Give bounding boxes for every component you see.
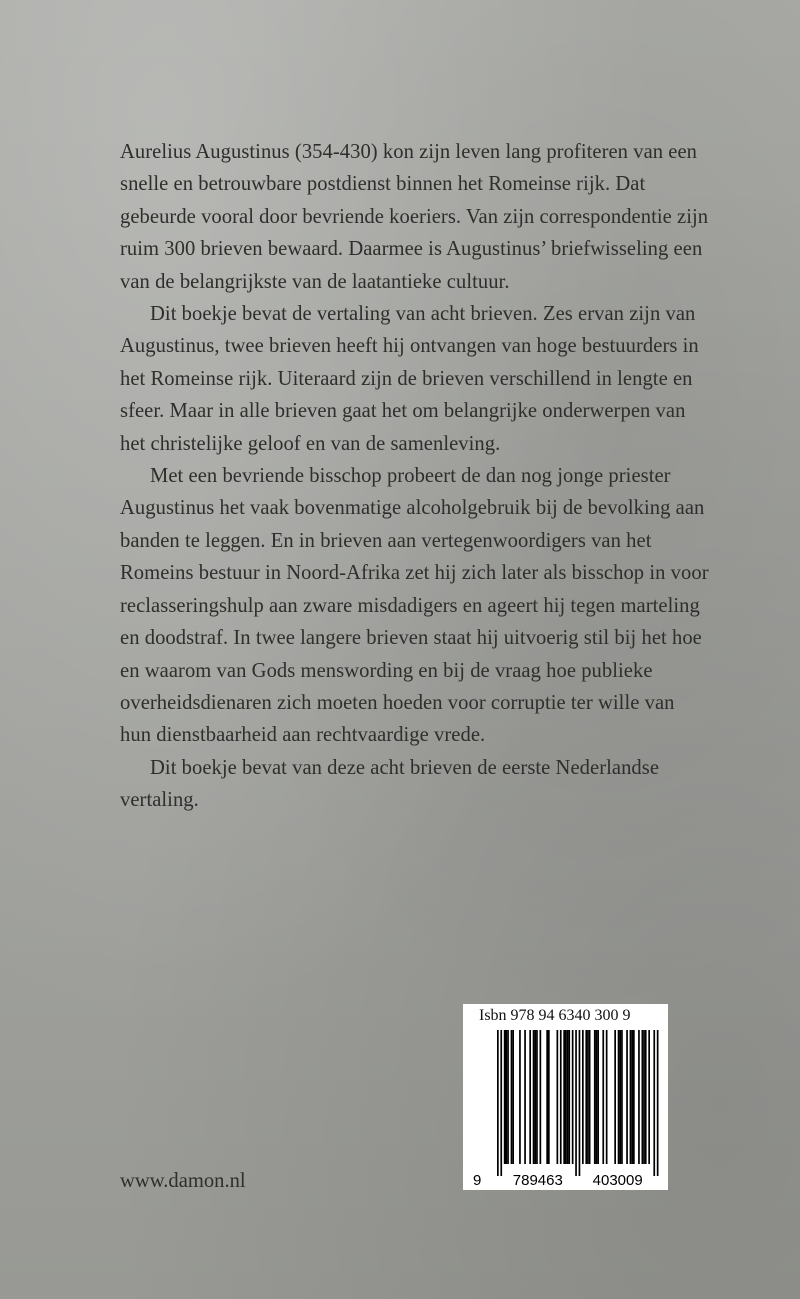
- barcode-bar: [642, 1030, 644, 1164]
- barcode-bar: [619, 1030, 621, 1164]
- blurb-paragraph-4: Dit boekje bevat van deze acht brieven de eerste Nederlandse vertaling.: [120, 756, 660, 812]
- barcode-bar: [511, 1030, 513, 1164]
- barcode-bar: [507, 1030, 509, 1164]
- barcode-bar: [596, 1030, 598, 1164]
- barcode-bar: [563, 1030, 565, 1164]
- barcode-bar: [606, 1030, 608, 1164]
- ean13-barcode: [463, 1004, 668, 1190]
- barcode-bar: [504, 1030, 506, 1164]
- barcode-bar: [536, 1030, 538, 1164]
- barcode-bar: [645, 1030, 647, 1164]
- barcode-bar: [534, 1030, 536, 1164]
- barcode-bar: [512, 1030, 514, 1164]
- barcode-bar: [597, 1030, 599, 1164]
- blurb-paragraph-3: Met een bevriende bisschop probeert de dan nog jonge priester Augustinus het vaak bovenmatige alcoholgebruik bij de bevolking aan banden te leggen. En in brieven aan vertegenwoordigers van het Romeins bestuur in Noord-Afrika zet hij zich later als bisschop in voor reclasseringshulp aan zware misdadigers en ageert hij tegen marteling en doodstraf. In twee langere brieven staat hij uitvoerig stil bij het hoe en waarom van Gods menswording en bij de vraag hoe publieke overheidsdienaren zich moeten hoeden voor corruptie ter wille van hun dienstbaarheid aan rechtvaardige vrede.: [120, 465, 709, 747]
- barcode-bar: [585, 1030, 587, 1164]
- barcode-bar: [568, 1030, 570, 1164]
- barcode-bar: [653, 1030, 655, 1176]
- barcode-bar: [579, 1030, 581, 1176]
- blurb-text: [120, 136, 710, 817]
- barcode-bar: [560, 1030, 562, 1164]
- barcode-first-digit: 9: [473, 1172, 482, 1189]
- barcode-bar: [657, 1030, 659, 1176]
- barcode-panel: [463, 1004, 668, 1190]
- barcode-bar: [626, 1030, 628, 1164]
- barcode-bar: [567, 1030, 569, 1164]
- barcode-bar: [497, 1030, 499, 1176]
- barcode-bar: [565, 1030, 567, 1164]
- barcode-bar: [557, 1030, 559, 1164]
- barcode-bar: [572, 1030, 574, 1164]
- barcode-right-digits: 403009: [592, 1172, 643, 1189]
- barcode-bar: [587, 1030, 589, 1164]
- barcode-bar: [594, 1030, 596, 1164]
- barcode-bar: [630, 1030, 632, 1164]
- barcode-bar: [519, 1030, 521, 1164]
- blurb-paragraph-1: Aurelius Augustinus (354-430) kon zijn leven lang profiteren van een snelle en betrouwbare postdienst binnen het Romeinse rijk. Dat gebeurde vooral door bevriende koeriers. Van zijn correspondentie zijn ruim 300 brieven bewaard. Daarmee is Augustinus’ briefwisseling een van de belangrijkste van de laatantieke cultuur.: [120, 141, 709, 293]
- barcode-bar: [524, 1030, 526, 1164]
- barcode-bar: [631, 1030, 633, 1164]
- barcode-bars: [497, 1030, 659, 1176]
- barcode-bar: [533, 1030, 535, 1164]
- barcode-bar: [614, 1030, 616, 1164]
- barcode-bar: [589, 1030, 591, 1164]
- barcode-bar: [529, 1030, 531, 1164]
- barcode-bar: [582, 1030, 584, 1164]
- barcode-bar: [506, 1030, 508, 1164]
- barcode-bar: [546, 1030, 548, 1164]
- barcode-bar: [575, 1030, 577, 1176]
- barcode-bar: [643, 1030, 645, 1164]
- barcode-bar: [548, 1030, 550, 1164]
- barcode-bar: [500, 1030, 502, 1176]
- isbn-label: Isbn 978 94 6340 300 9: [479, 1007, 631, 1024]
- barcode-bar: [648, 1030, 650, 1164]
- barcode-bar: [540, 1030, 542, 1164]
- barcode-bar: [638, 1030, 640, 1164]
- barcode-bar: [633, 1030, 635, 1164]
- barcode-bar: [602, 1030, 604, 1164]
- blurb-paragraph-2: Dit boekje bevat de vertaling van acht brieven. Zes ervan zijn van Augustinus, twee brieven heeft hij ontvangen van hoge bestuurders in het Romeinse rijk. Uiteraard zijn de brieven verschillend in lengte en sfeer. Maar in alle brieven gaat het om belangrijke onderwerpen van het christelijke geloof en van de samenleving.: [120, 303, 699, 455]
- publisher-website: www.damon.nl: [120, 1170, 246, 1192]
- barcode-left-digits: 789463: [512, 1172, 563, 1189]
- barcode-bar: [618, 1030, 620, 1164]
- barcode-bar: [621, 1030, 623, 1164]
